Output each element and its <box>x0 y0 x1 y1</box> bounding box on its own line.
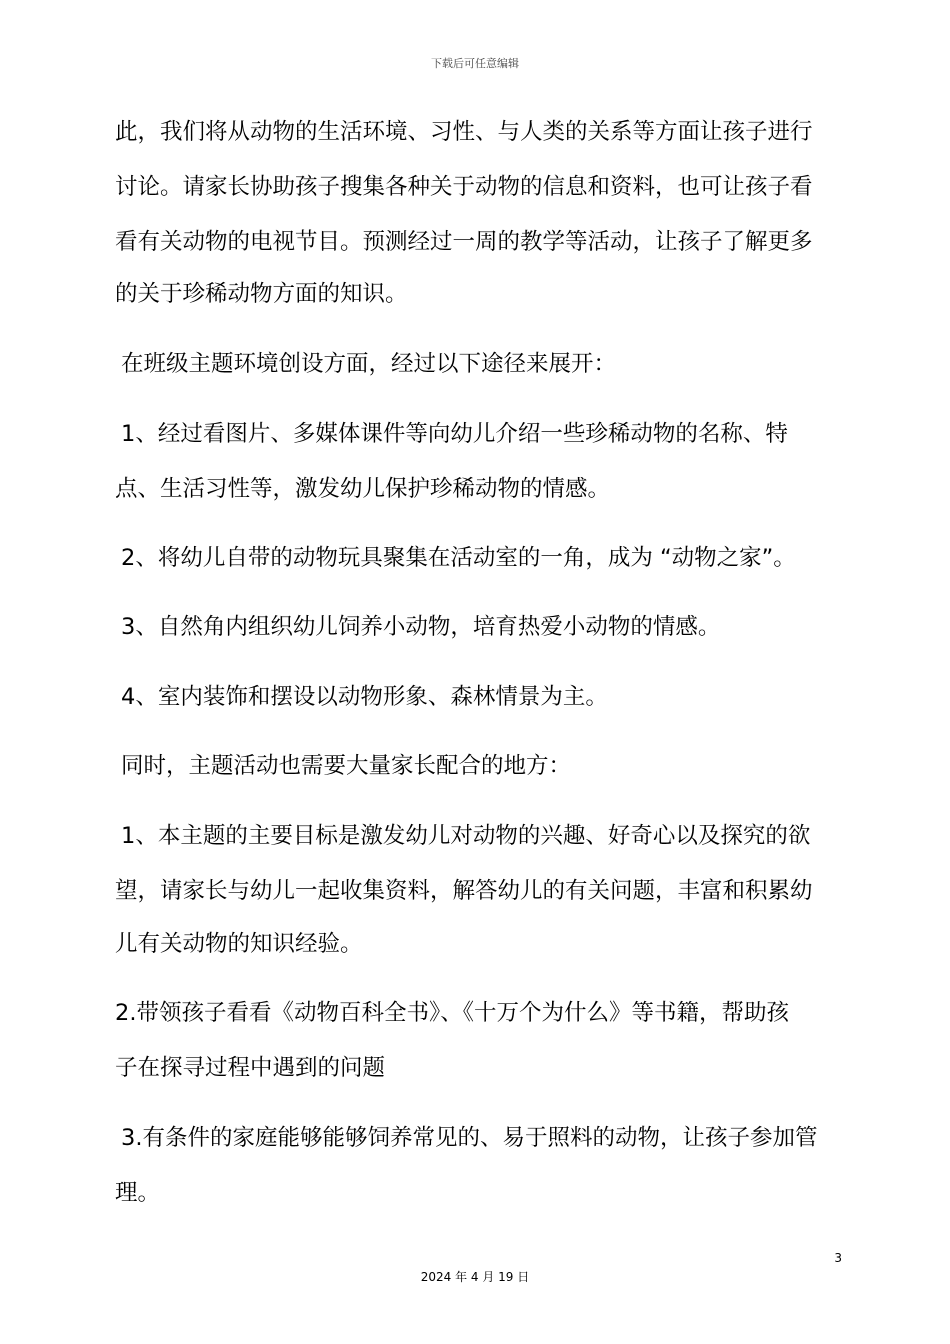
text-line: 理。 <box>115 1180 161 1206</box>
page-header: 下载后可任意编辑 <box>431 57 519 70</box>
text-line: 儿有关动物的知识经验。 <box>115 931 363 957</box>
text-line: 3、自然角内组织幼儿饲养小动物，培育热爱小动物的情感。 <box>121 614 721 640</box>
text-line: 2.带领孩子看看《动物百科全书》、《十万个为什么》等书籍，帮助孩 <box>115 1000 789 1026</box>
text-line: 望，请家长与幼儿一起收集资料，解答幼儿的有关问题，丰富和积累幼 <box>115 878 813 904</box>
text-line: 2、将幼儿自带的动物玩具聚集在活动室的一角，成为 “动物之家”。 <box>121 545 796 571</box>
text-line: 讨论。请家长协助孩子搜集各种关于动物的信息和资料，也可让孩子看 <box>115 174 813 200</box>
text-line: 看有关动物的电视节目。预测经过一周的教学等活动，让孩子了解更多 <box>115 229 813 255</box>
text-line: 3.有条件的家庭能够能够饲养常见的、易于照料的动物，让孩子参加管 <box>121 1125 818 1151</box>
page-number: 3 <box>834 1251 842 1265</box>
text-line: 4、室内装饰和摆设以动物形象、森林情景为主。 <box>121 684 608 710</box>
text-line: 同时，主题活动也需要大量家长配合的地方： <box>121 753 572 779</box>
text-line: 子在探寻过程中遇到的问题 <box>115 1055 386 1081</box>
text-line: 点、生活习性等，激发幼儿保护珍稀动物的情感。 <box>115 476 611 502</box>
text-line: 的关于珍稀动物方面的知识。 <box>115 281 408 307</box>
text-line: 此，我们将从动物的生活环境、习性、与人类的关系等方面让孩子进行 <box>115 119 813 145</box>
text-line: 1、本主题的主要目标是激发幼儿对动物的兴趣、好奇心以及探究的欲 <box>121 823 811 849</box>
text-line: 在班级主题环境创设方面，经过以下途径来展开： <box>121 351 617 377</box>
text-line: 1、经过看图片、多媒体课件等向幼儿介绍一些珍稀动物的名称、特 <box>121 421 788 447</box>
footer-date: 2024 年 4 月 19 日 <box>420 1270 530 1284</box>
